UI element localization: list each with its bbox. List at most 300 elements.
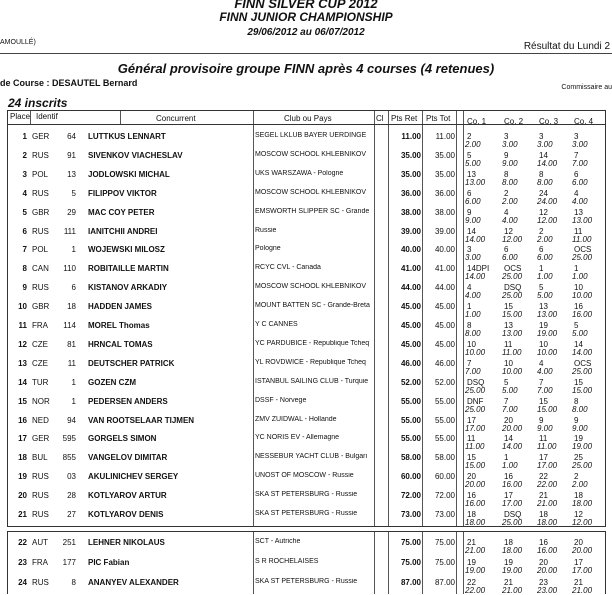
race-1-rank: 2 xyxy=(467,132,472,141)
race-4-points: 8.00 xyxy=(572,404,588,414)
col-pts-ret: Pts Ret xyxy=(391,114,418,123)
points-total: 11.00 xyxy=(435,132,455,141)
table-row xyxy=(8,554,607,573)
race-2-rank: 12 xyxy=(504,226,513,236)
sail-number-cell: 6 xyxy=(71,283,76,293)
race-2-points: 11.00 xyxy=(502,347,522,357)
club-cell: Pologne xyxy=(255,245,281,253)
place-cell: 15 xyxy=(18,396,27,406)
race-3-rank: 1 xyxy=(539,264,544,274)
nation-cell: CZE xyxy=(32,358,48,368)
race-2-points: 8.00 xyxy=(502,177,518,187)
race-3-rank: 3 xyxy=(539,132,544,141)
competitor-name: LEHNER NIKOLAUS xyxy=(88,538,165,547)
table-row xyxy=(8,317,607,336)
race-1-rank: 22 xyxy=(467,578,476,587)
race-1-points: 2.00 xyxy=(465,140,481,149)
nation-cell: TUR xyxy=(32,377,49,387)
race-1-rank: 8 xyxy=(467,321,472,330)
race-4-points: 6.00 xyxy=(572,177,588,187)
competitor-name: ROBITAILLE MARTIN xyxy=(88,264,169,274)
table-row xyxy=(8,412,607,431)
race-3-points: 11.00 xyxy=(537,442,557,452)
race-2-points: 17.00 xyxy=(502,499,523,509)
race-1-points: 25.00 xyxy=(465,404,486,414)
col-place: Place xyxy=(10,112,31,121)
points-total: 35.00 xyxy=(434,150,455,160)
competitor-name: AKULINICHEV SERGEY xyxy=(88,472,179,482)
header-rule xyxy=(0,53,612,54)
race-3-points: 17.00 xyxy=(537,461,558,471)
sail-number-cell: 13 xyxy=(67,169,76,179)
race-2-points: 12.00 xyxy=(502,234,523,244)
points-total: 45.00 xyxy=(434,302,455,312)
sail-number-cell: 64 xyxy=(67,132,76,141)
race-3-points: 23.00 xyxy=(537,586,558,595)
competitor-name: KOTLYAROV ARTUR xyxy=(88,491,167,501)
race-1-rank: 20 xyxy=(467,472,476,482)
sail-number-cell: 94 xyxy=(67,415,76,425)
sail-number-cell: 111 xyxy=(63,226,76,236)
race-1-points: 14.00 xyxy=(465,234,486,244)
race-1-points: 9.00 xyxy=(465,215,481,225)
sail-number-cell: 18 xyxy=(67,302,76,312)
table-row xyxy=(8,430,607,452)
race-3-points: 21.00 xyxy=(537,499,558,509)
race-1-rank: 15 xyxy=(467,453,476,463)
race-1-points: 8.00 xyxy=(465,329,481,338)
points-total: 75.00 xyxy=(434,538,455,547)
nation-cell: FRA xyxy=(32,558,48,567)
place-cell: 24 xyxy=(18,578,27,587)
points-total: 46.00 xyxy=(434,358,455,368)
race-4-points: 2.00 xyxy=(572,480,588,490)
club-cell: S R ROCHELAISES xyxy=(255,558,319,565)
race-1-points: 6.00 xyxy=(465,196,481,206)
sail-number-cell: 1 xyxy=(71,396,76,406)
race-3-rank: 23 xyxy=(539,578,548,587)
race-4-points: 15.00 xyxy=(572,385,593,395)
points-total: 45.00 xyxy=(434,339,455,349)
club-cell: SEGEL LKLUB BAYER UERDINGE xyxy=(255,132,367,139)
place-cell: 3 xyxy=(22,169,27,179)
race-4-rank: 16 xyxy=(574,302,583,312)
competitor-name: PEDERSEN ANDERS xyxy=(88,396,168,406)
sail-number-cell: 251 xyxy=(62,538,76,547)
points-retained: 58.00 xyxy=(400,453,421,463)
race-2-rank: 8 xyxy=(504,169,509,179)
race-1-points: 5.00 xyxy=(465,158,481,168)
col-co1: Co. 1 xyxy=(467,117,487,126)
race-1-points: 21.00 xyxy=(465,546,486,555)
place-cell: 12 xyxy=(18,339,27,349)
nation-cell: CZE xyxy=(32,339,48,349)
race-2-points: 2.00 xyxy=(502,196,518,206)
competitor-name: FILIPPOV VIKTOR xyxy=(88,188,157,198)
race-4-points: 25.00 xyxy=(572,461,593,471)
race-1-rank: 9 xyxy=(467,207,472,217)
race-1-points: 22.00 xyxy=(465,586,486,595)
race-3-rank: 11 xyxy=(539,434,548,444)
race-4-points: 3.00 xyxy=(572,140,588,149)
race-1-rank: 3 xyxy=(467,245,472,255)
race-3-points: 18.00 xyxy=(537,518,558,527)
race-3-rank: 21 xyxy=(539,491,548,501)
sail-number-cell: 1 xyxy=(71,377,76,387)
sail-number-cell: 27 xyxy=(67,510,76,519)
club-cell: NESSEBUR YACHT CLUB - Bulgari xyxy=(255,453,368,461)
points-total: 41.00 xyxy=(434,264,455,274)
club-cell: MOSCOW SCHOOL KHLEBNIKOV xyxy=(255,283,366,291)
race-4-rank: 14 xyxy=(574,339,583,349)
race-4-rank: 2 xyxy=(574,472,579,482)
table-row xyxy=(8,374,607,393)
points-total: 40.00 xyxy=(434,245,455,255)
race-2-rank: DSQ xyxy=(504,283,522,293)
race-4-rank: 11 xyxy=(574,226,583,236)
points-retained: 75.00 xyxy=(400,538,421,547)
race-2-rank: 4 xyxy=(504,207,509,217)
nation-cell: RUS xyxy=(32,491,49,501)
points-total: 52.00 xyxy=(434,377,455,387)
points-retained: 45.00 xyxy=(400,339,421,349)
race-2-rank: 11 xyxy=(504,339,513,349)
race-1-rank: DSQ xyxy=(467,377,485,387)
race-3-rank: 6 xyxy=(539,245,544,255)
points-retained: 46.00 xyxy=(400,358,421,368)
race-4-rank: OCS xyxy=(574,358,592,368)
race-1-points: 19.00 xyxy=(465,566,486,575)
sail-number-cell: 03 xyxy=(67,472,76,482)
race-4-rank: OCS xyxy=(574,245,592,255)
race-4-points: 16.00 xyxy=(572,310,593,320)
race-3-points: 3.00 xyxy=(537,140,553,149)
race-3-rank: 17 xyxy=(539,453,548,463)
points-total: 55.00 xyxy=(434,434,455,444)
race-2-rank: 9 xyxy=(504,150,509,160)
competitor-name: MOREL Thomas xyxy=(88,321,150,330)
race-3-rank: 14 xyxy=(539,150,548,160)
race-4-points: 12.00 xyxy=(572,518,593,527)
race-4-points: 9.00 xyxy=(572,423,588,433)
table-row xyxy=(8,468,607,490)
nation-cell: POL xyxy=(32,245,49,255)
sail-number-cell: 11 xyxy=(67,358,76,368)
sail-number-cell: 29 xyxy=(67,207,76,217)
col-co4: Co. 4 xyxy=(574,117,594,126)
club-cell: UKS WARSZAWA - Pologne xyxy=(255,169,344,177)
nation-cell: GER xyxy=(32,132,50,141)
points-retained: 39.00 xyxy=(400,226,421,236)
table-row xyxy=(8,487,607,509)
race-4-points: 14.00 xyxy=(572,347,593,357)
race-3-rank: 19 xyxy=(539,321,548,330)
table-row xyxy=(8,534,607,553)
place-cell: 2 xyxy=(22,150,27,160)
col-co2: Co. 2 xyxy=(504,117,524,126)
race-4-points: 18.00 xyxy=(572,499,593,509)
place-cell: 13 xyxy=(18,358,27,368)
race-1-rank: 19 xyxy=(467,558,476,567)
place-cell: 6 xyxy=(22,226,27,236)
race-2-rank: DSQ xyxy=(504,510,522,519)
race-2-points: 13.00 xyxy=(502,329,523,338)
place-cell: 4 xyxy=(22,188,27,198)
competitor-name: VANGELOV DIMITAR xyxy=(88,453,168,463)
points-total: 60.00 xyxy=(434,472,455,482)
race-3-rank: 22 xyxy=(539,472,548,482)
race-2-rank: 19 xyxy=(504,558,513,567)
race-2-points: 25.00 xyxy=(502,291,523,301)
points-retained: 11.00 xyxy=(401,132,421,141)
race-3-points: 5.00 xyxy=(537,291,553,301)
club-cell: ZMV ZUIDWAL - Hollande xyxy=(255,415,337,423)
points-retained: 38.00 xyxy=(400,207,421,217)
table-row xyxy=(8,449,607,471)
race-3-points: 1.00 xyxy=(537,272,553,282)
race-3-points: 16.00 xyxy=(537,546,558,555)
race-2-points: 25.00 xyxy=(502,518,523,527)
race-1-points: 20.00 xyxy=(465,480,486,490)
race-4-rank: 8 xyxy=(574,396,579,406)
points-retained: 73.00 xyxy=(400,510,421,519)
nation-cell: NED xyxy=(32,415,49,425)
nation-cell: RUS xyxy=(32,188,49,198)
table-row xyxy=(8,393,607,412)
points-total: 75.00 xyxy=(434,558,455,567)
table-row xyxy=(8,204,607,223)
race-4-rank: 5 xyxy=(574,321,579,330)
commissaire-label: Commissaire au xyxy=(561,84,612,91)
club-cell: MOSCOW SCHOOL KHLEBNIKOV xyxy=(255,188,366,196)
race-4-points: 19.00 xyxy=(572,442,593,452)
club-cell: YL ROVDWICE - Republique Tcheq xyxy=(255,358,366,366)
race-1-rank: 14DPI xyxy=(467,264,490,274)
race-4-rank: 9 xyxy=(574,415,579,425)
table-row xyxy=(8,147,607,166)
nation-cell: RUS xyxy=(32,472,49,482)
place-cell: 7 xyxy=(22,245,27,255)
race-1-points: 15.00 xyxy=(465,461,486,471)
competitor-name: LUTTKUS LENNART xyxy=(88,132,166,141)
race-3-rank: 24 xyxy=(539,188,548,198)
club-cell: UNOST OF MOSCOW - Russie xyxy=(255,472,354,480)
race-3-rank: 5 xyxy=(539,283,544,293)
club-cell: SKA ST PETERSBURG - Russie xyxy=(255,578,358,585)
nation-cell: RUS xyxy=(32,226,49,236)
points-retained: 75.00 xyxy=(400,558,421,567)
race-4-points: 10.00 xyxy=(572,291,593,301)
table-row xyxy=(8,336,607,355)
race-1-rank: DNF xyxy=(467,396,484,406)
place-cell: 19 xyxy=(18,472,27,482)
points-total: 73.00 xyxy=(434,510,455,519)
race-4-rank: 21 xyxy=(574,578,583,587)
points-retained: 87.00 xyxy=(400,578,421,587)
race-4-rank: 6 xyxy=(574,169,579,179)
competitor-name: VAN ROOTSELAAR TIJMEN xyxy=(88,415,195,425)
points-retained: 45.00 xyxy=(400,302,421,312)
points-retained: 41.00 xyxy=(400,264,421,274)
race-3-rank: 18 xyxy=(539,510,548,519)
competitor-name: HRNCAL TOMAS xyxy=(88,339,153,349)
sail-number-cell: 91 xyxy=(67,150,76,160)
race-2-points: 1.00 xyxy=(502,461,518,471)
race-1-points: 14.00 xyxy=(465,272,486,282)
table-row xyxy=(8,260,607,282)
race-1-points: 4.00 xyxy=(465,291,481,301)
sail-number-cell: 114 xyxy=(63,321,76,330)
race-2-points: 19.00 xyxy=(502,566,523,575)
nation-cell: BUL xyxy=(32,453,48,463)
points-total: 55.00 xyxy=(434,415,455,425)
nation-cell: RUS xyxy=(32,510,49,519)
competitor-name: PIC Fabian xyxy=(88,558,130,567)
race-1-rank: 11 xyxy=(467,434,476,444)
race-4-points: 1.00 xyxy=(572,272,588,282)
race-3-points: 22.00 xyxy=(537,480,558,490)
race-3-rank: 7 xyxy=(539,377,544,387)
race-2-rank: 7 xyxy=(504,396,509,406)
table-body-main xyxy=(7,125,606,527)
nation-cell: RUS xyxy=(32,150,49,160)
race-2-points: 5.00 xyxy=(502,385,518,395)
table-row xyxy=(8,355,607,374)
place-cell: 9 xyxy=(22,283,27,293)
race-4-points: 20.00 xyxy=(572,546,593,555)
race-2-points: 21.00 xyxy=(502,586,523,595)
race-4-rank: 17 xyxy=(574,558,583,567)
table-row xyxy=(8,506,607,525)
race-1-points: 25.00 xyxy=(465,385,486,395)
race-3-points: 4.00 xyxy=(537,366,553,376)
race-3-points: 6.00 xyxy=(537,253,553,263)
table-row xyxy=(8,185,607,204)
race-1-rank: 18 xyxy=(467,510,476,519)
club-cell: EMSWORTH SLIPPER SC - Grande xyxy=(255,207,370,215)
race-1-points: 16.00 xyxy=(465,499,486,509)
race-4-rank: 25 xyxy=(574,453,583,463)
race-2-rank: 17 xyxy=(504,491,513,501)
race-1-rank: 4 xyxy=(467,283,472,293)
race-1-points: 13.00 xyxy=(465,177,486,187)
points-retained: 60.00 xyxy=(400,472,421,482)
race-2-points: 14.00 xyxy=(502,442,523,452)
race-3-points: 19.00 xyxy=(537,329,558,338)
points-total: 39.00 xyxy=(434,226,455,236)
col-ident: Identif xyxy=(36,112,58,121)
points-retained: 35.00 xyxy=(400,169,421,179)
points-total: 45.00 xyxy=(434,321,455,330)
race-3-points: 15.00 xyxy=(537,404,558,414)
sail-number-cell: 855 xyxy=(62,453,76,463)
place-cell: 8 xyxy=(22,264,27,274)
race-4-points: 21.00 xyxy=(572,586,593,595)
race-2-rank: 18 xyxy=(504,538,513,547)
race-3-rank: 2 xyxy=(539,226,544,236)
competitor-name: JODLOWSKI MICHAL xyxy=(88,169,170,179)
competitor-name: GOZEN CZM xyxy=(88,377,136,387)
race-2-rank: 13 xyxy=(504,321,513,330)
sail-number-cell: 81 xyxy=(67,339,76,349)
race-2-rank: 10 xyxy=(504,358,513,368)
sail-number-cell: 177 xyxy=(62,558,76,567)
race-2-points: 18.00 xyxy=(502,546,523,555)
club-cell: RCYC CVL - Canada xyxy=(255,264,321,272)
club-cell: MOSCOW SCHOOL KHLEBNIKOV xyxy=(255,150,366,158)
race-2-points: 9.00 xyxy=(502,158,518,168)
points-retained: 55.00 xyxy=(400,415,421,425)
race-2-points: 10.00 xyxy=(502,366,523,376)
race-1-rank: 10 xyxy=(467,339,476,349)
table-row xyxy=(8,298,607,320)
title-2: FINN JUNIOR CHAMPIONSHIP xyxy=(219,10,393,24)
race-4-rank: 13 xyxy=(574,207,583,217)
race-1-rank: 17 xyxy=(467,415,476,425)
race-3-rank: 12 xyxy=(539,207,548,217)
col-concurrent: Concurrent xyxy=(156,114,196,123)
club-cell: YC NORIS EV - Allemagne xyxy=(255,434,340,442)
standings-title: Général provisoire groupe FINN après 4 courses (4 retenues) xyxy=(117,61,495,76)
race-3-points: 2.00 xyxy=(537,234,553,244)
race-1-points: 17.00 xyxy=(465,423,486,433)
race-4-rank: 15 xyxy=(574,377,583,387)
race-1-rank: 13 xyxy=(467,169,476,179)
place-cell: 17 xyxy=(18,434,27,444)
race-3-points: 13.00 xyxy=(537,310,558,320)
left-fragment: AMOULLÉ) xyxy=(0,39,36,46)
table-row xyxy=(8,279,607,301)
race-1-points: 11.00 xyxy=(465,442,485,452)
race-2-rank: 14 xyxy=(504,434,513,444)
race-1-points: 3.00 xyxy=(465,253,481,263)
club-cell: Y C CANNES xyxy=(255,321,298,328)
race-2-points: 25.00 xyxy=(502,272,523,282)
club-cell: DSSF - Norvege xyxy=(255,396,307,404)
competitor-name: HADDEN JAMES xyxy=(88,302,153,312)
club-cell: ISTANBUL SAILING CLUB - Turquie xyxy=(255,377,369,385)
points-total: 44.00 xyxy=(434,283,455,293)
points-retained: 55.00 xyxy=(400,396,421,406)
race-3-points: 20.00 xyxy=(537,566,558,575)
title-1: FINN SILVER CUP 2012 xyxy=(234,0,378,11)
points-retained: 72.00 xyxy=(400,491,421,501)
event-dates: 29/06/2012 au 06/07/2012 xyxy=(247,27,365,38)
competitor-name: GORGELS SIMON xyxy=(88,434,157,444)
race-1-rank: 21 xyxy=(467,538,476,547)
race-4-rank: 1 xyxy=(574,264,579,274)
points-total: 35.00 xyxy=(434,169,455,179)
race-4-rank: 19 xyxy=(574,434,583,444)
race-4-rank: 20 xyxy=(574,538,583,547)
col-club: Club ou Pays xyxy=(284,114,332,123)
race-1-rank: 14 xyxy=(467,226,476,236)
points-retained: 45.00 xyxy=(400,321,421,330)
competitor-name: KOTLYAROV DENIS xyxy=(88,510,164,519)
sail-number-cell: 8 xyxy=(71,578,76,587)
club-cell: MOUNT BATTEN SC - Grande-Breta xyxy=(255,302,370,310)
nation-cell: GBR xyxy=(32,207,50,217)
race-1-points: 1.00 xyxy=(465,310,481,320)
race-2-rank: 2 xyxy=(504,188,509,198)
race-4-rank: 12 xyxy=(574,510,583,519)
race-3-points: 8.00 xyxy=(537,177,553,187)
race-3-rank: 10 xyxy=(539,339,548,349)
race-2-points: 20.00 xyxy=(502,423,523,433)
race-3-rank: 9 xyxy=(539,415,544,425)
place-cell: 16 xyxy=(18,415,27,425)
nation-cell: GER xyxy=(32,434,50,444)
